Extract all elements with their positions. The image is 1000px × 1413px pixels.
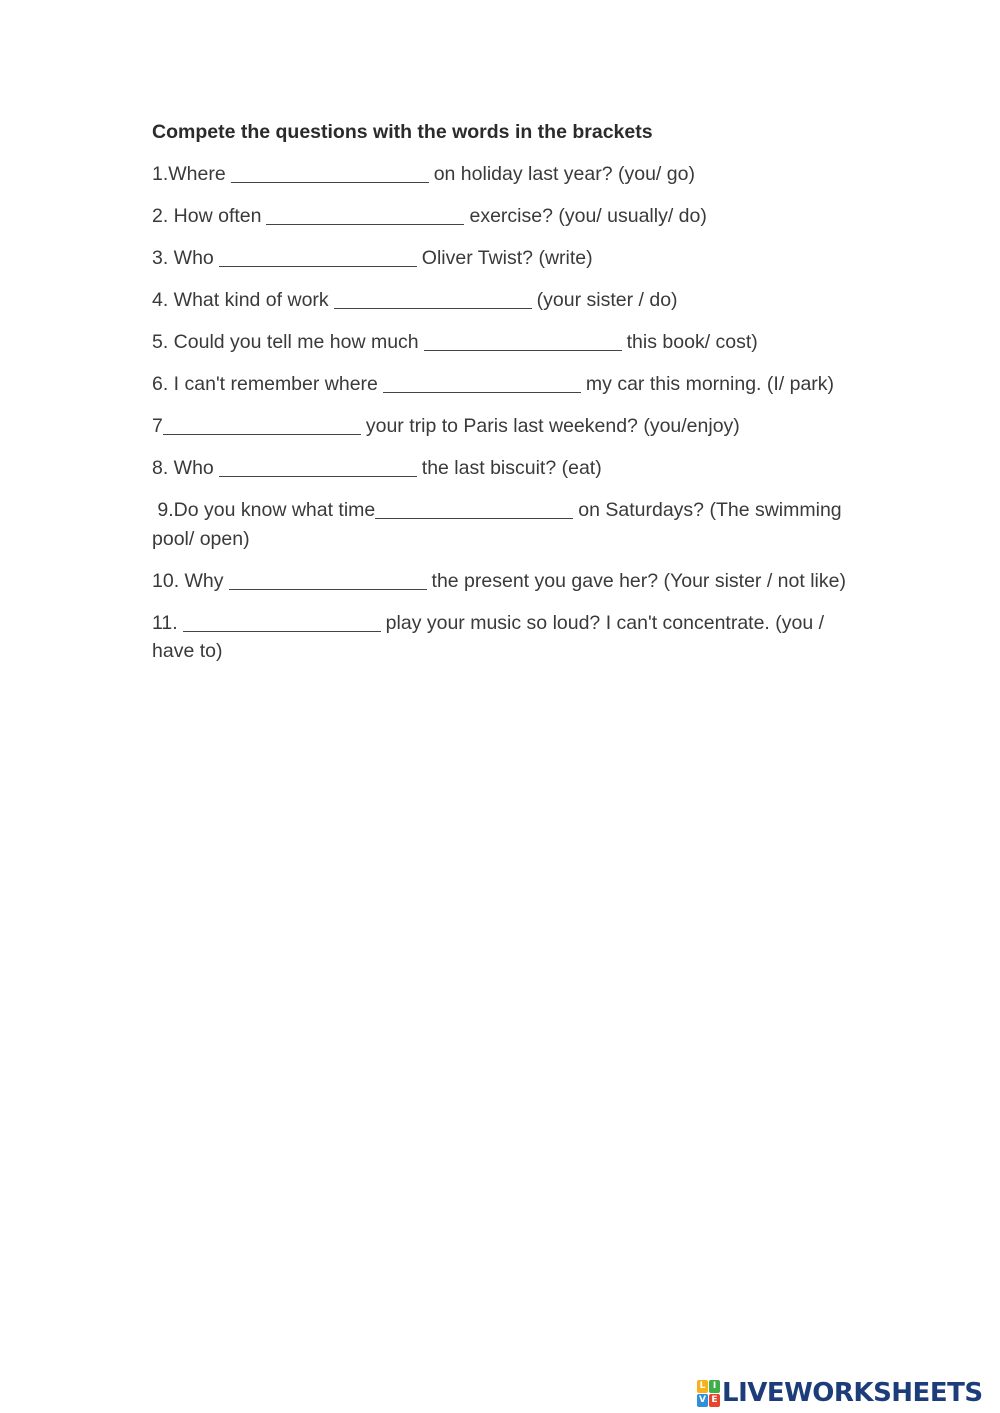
- question-4: [152, 286, 852, 315]
- logo-text: LIVEWORKSHEETS: [722, 1378, 983, 1408]
- question-text-after: (your sister / do): [536, 289, 678, 311]
- question-text-after: on Saturdays? (The swimming pool/ open): [152, 499, 842, 550]
- answer-blank-4[interactable]: [334, 307, 532, 309]
- question-3: [152, 244, 852, 273]
- logo-mark-letter-l: L: [697, 1380, 708, 1393]
- question-text-before: 2. How often: [152, 205, 262, 227]
- question-8: [152, 454, 852, 483]
- question-text-before: 7: [152, 415, 163, 437]
- question-text-after: play your music so loud? I can't concentrate. (you / have to): [152, 611, 825, 662]
- logo-mark-icon: [697, 1380, 720, 1407]
- question-text-before: 11.: [152, 611, 178, 634]
- worksheet-title: Compete the questions with the words in the brackets: [152, 121, 653, 143]
- question-10: [152, 567, 852, 596]
- answer-blank-6[interactable]: [383, 391, 581, 393]
- liveworksheets-logo: [697, 1378, 983, 1408]
- question-text-before: 1.Where: [152, 163, 226, 185]
- answer-blank-3[interactable]: [219, 265, 417, 267]
- question-text-after: on holiday last year? (you/ go): [433, 163, 695, 185]
- question-text-before: 3. Who: [152, 247, 214, 269]
- question-text-before: 8. Who: [152, 457, 214, 479]
- answer-blank-11[interactable]: [183, 630, 381, 632]
- question-text-before: 10. Why: [152, 569, 224, 592]
- question-text-after: this book/ cost): [626, 331, 758, 353]
- question-text-after: your trip to Paris last weekend? (you/enjoy): [365, 415, 740, 437]
- question-text-after: exercise? (you/ usually/ do): [469, 205, 707, 227]
- answer-blank-2[interactable]: [266, 223, 464, 225]
- question-text-after: the present you gave her? (Your sister / not like): [431, 569, 846, 592]
- answer-blank-8[interactable]: [219, 475, 417, 477]
- logo-mark-letter-v: V: [697, 1394, 708, 1407]
- answer-blank-7[interactable]: [163, 433, 361, 435]
- answer-blank-10[interactable]: [229, 588, 427, 590]
- question-text-after: my car this morning. (I/ park): [585, 373, 835, 395]
- question-7: [152, 412, 852, 441]
- question-text-before: 5. Could you tell me how much: [152, 331, 419, 353]
- question-text-after: the last biscuit? (eat): [421, 457, 602, 479]
- worksheet: [152, 118, 852, 679]
- question-text-before: 6. I can't remember where: [152, 373, 378, 395]
- question-text-before: 4. What kind of work: [152, 289, 329, 311]
- answer-blank-9[interactable]: [375, 517, 573, 519]
- question-11: [152, 609, 852, 666]
- answer-blank-1[interactable]: [231, 181, 429, 183]
- question-9: [152, 496, 852, 553]
- logo-mark-letter-i: I: [709, 1380, 720, 1393]
- answer-blank-5[interactable]: [424, 349, 622, 351]
- question-6: [152, 370, 852, 399]
- question-text-after: Oliver Twist? (write): [421, 247, 593, 269]
- question-text-before: 9.Do you know what time: [152, 499, 376, 521]
- question-2: [152, 202, 852, 231]
- question-5: [152, 328, 852, 357]
- question-1: [152, 160, 852, 189]
- logo-mark-letter-e: E: [709, 1394, 720, 1407]
